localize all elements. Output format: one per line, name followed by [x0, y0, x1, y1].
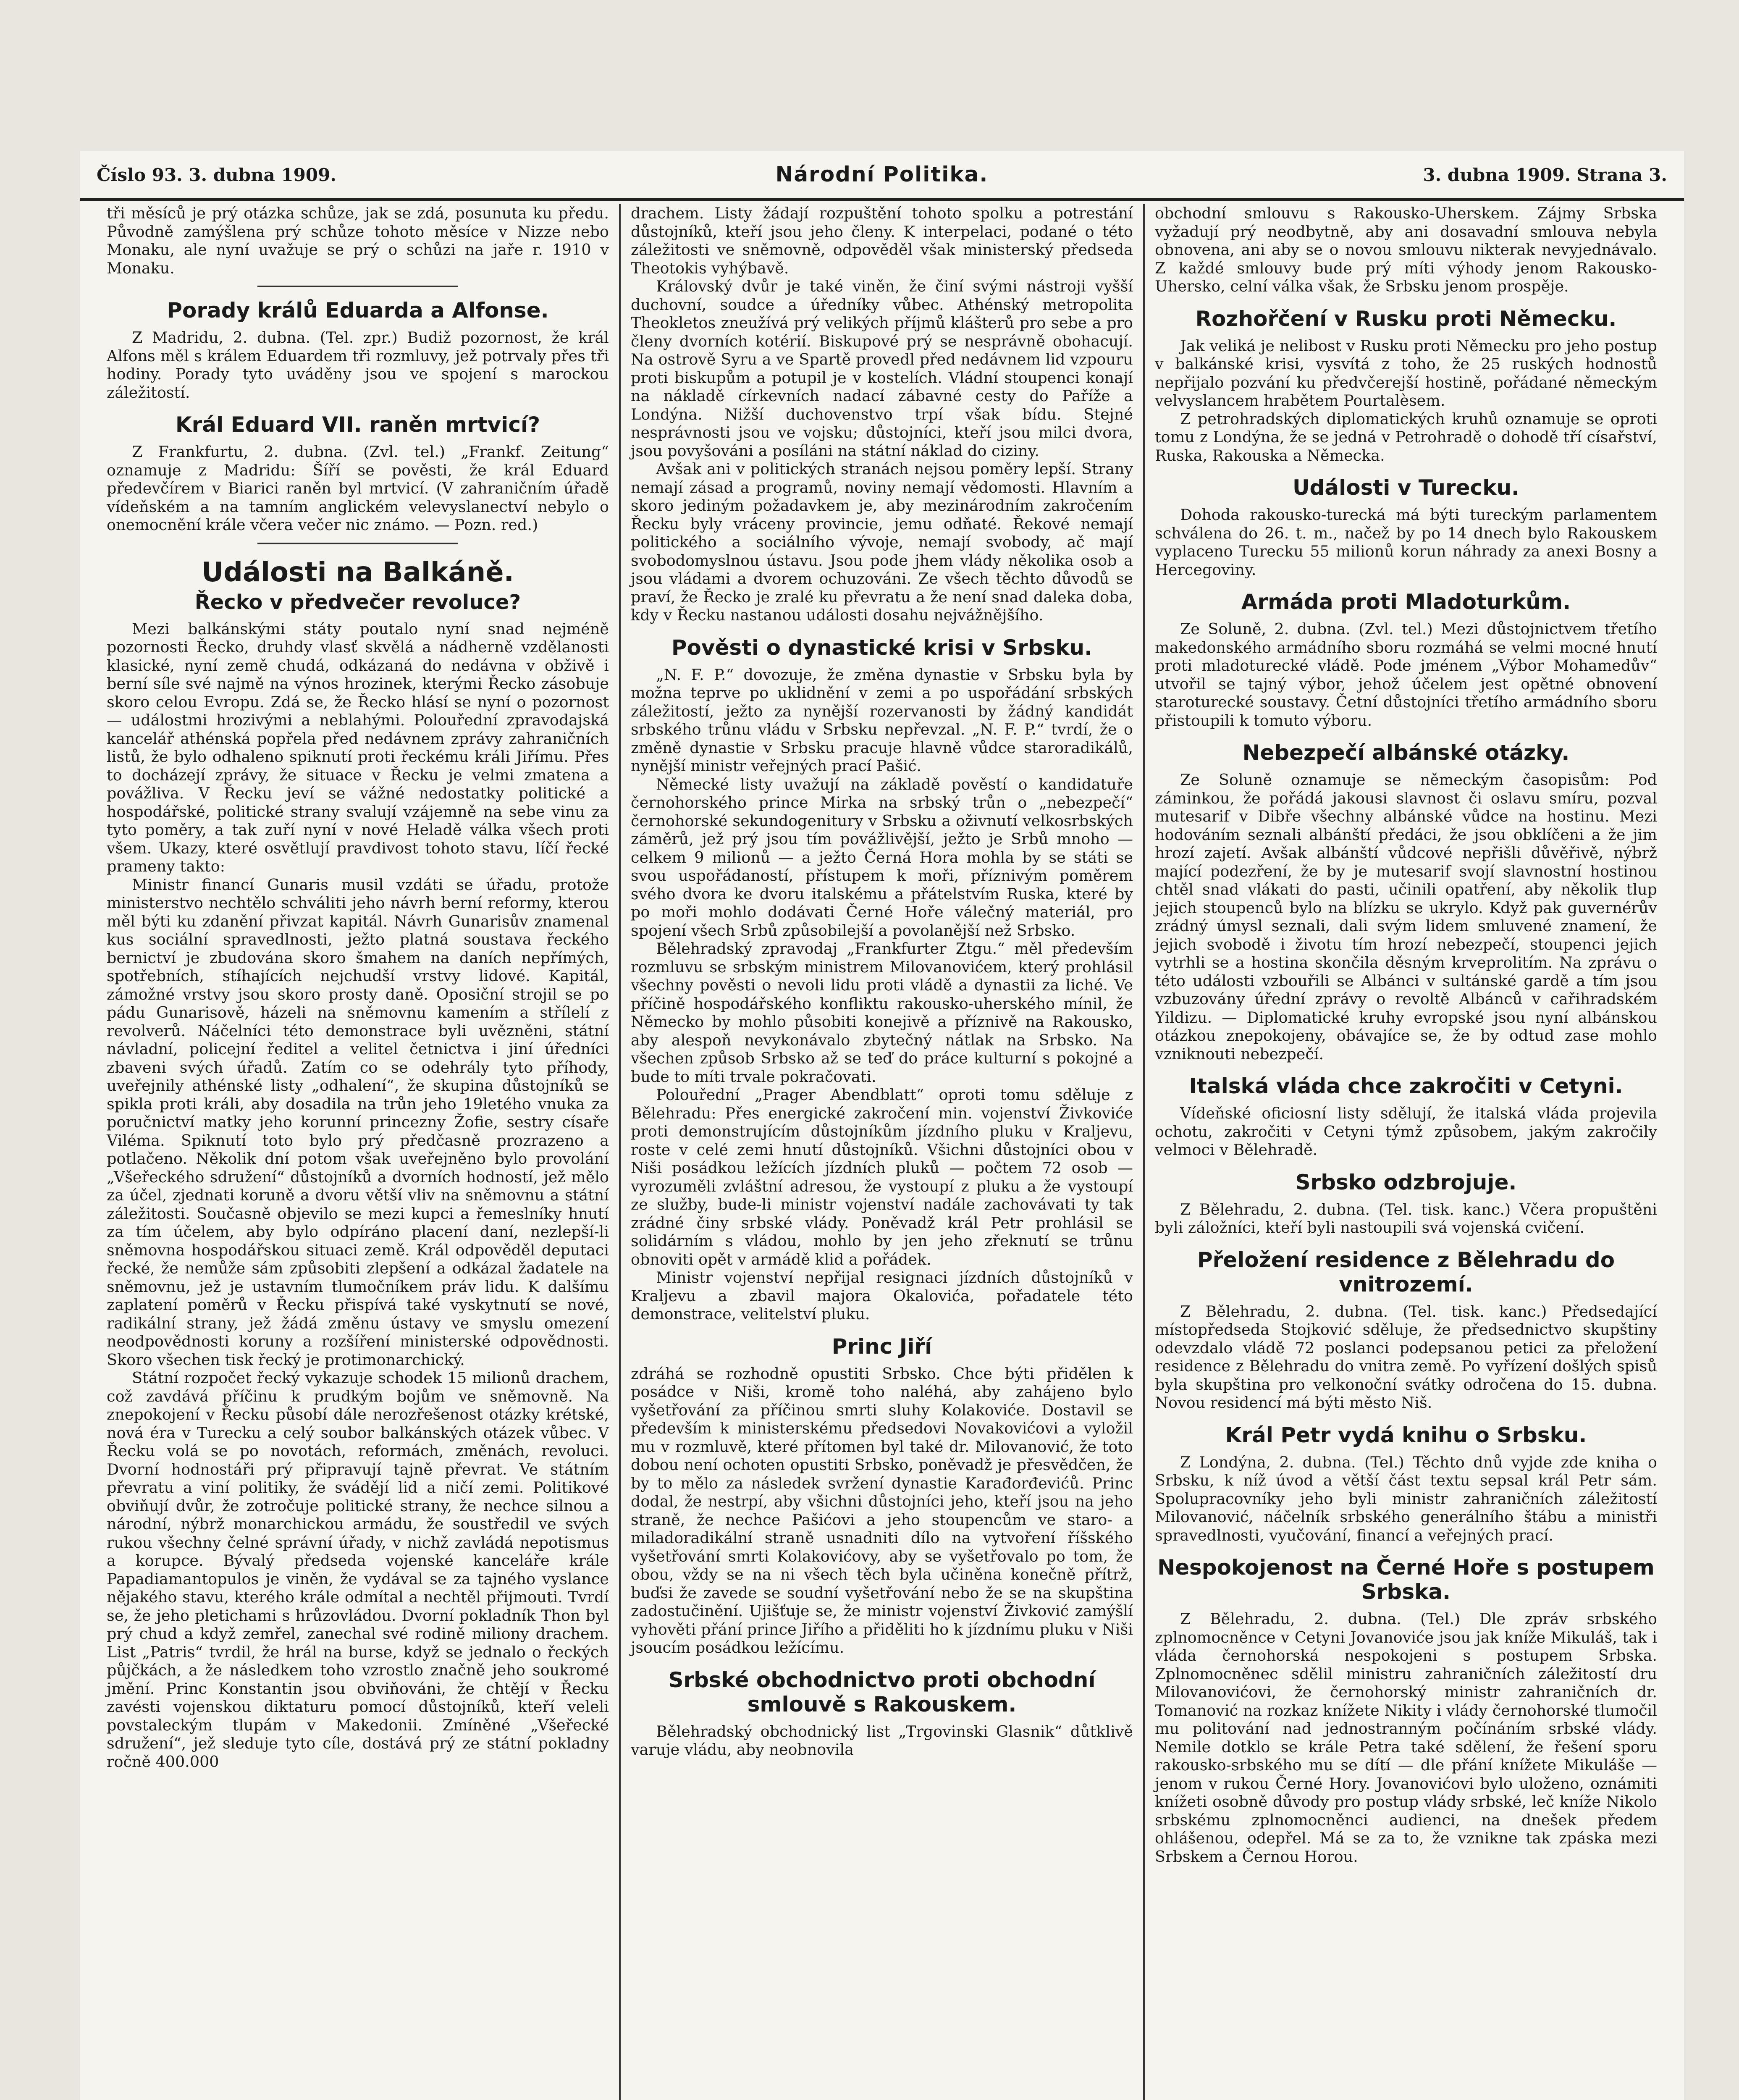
article-porady: Z Madridu, 2. dubna. (Tel. zpr.) Budiž pozornost, že král Alfons měl s králem Eduardem tři rozmluvy, jež potrvaly přes tři hodiny. Porady tyto uváděny jsou ve spojení s marockou záležitostí.: [107, 328, 609, 402]
article-recko-p5: Avšak ani v politických stranách nejsou poměry lepší. Strany nemají zásad a programů, noviny nemají vědomosti. Hlavním a skoro jediným požadavkem je, aby mezinárodním zakročením Řecku byly vráceny provincie, jemu odňaté. Řekové nemají politického a sociálního vývoje, nemají svobody, ač mají svobodomyslnou ústavu. Jsou pode jhem vlády několika osob a jsou vládami a dvorem ochuzováni. Ze všech těchto důvodů se praví, že Řecko je zralé ku převratu a že není snad daleka doba, kdy v Řecku nastanou události dosahu nejvážnějšího.: [631, 460, 1133, 624]
section-title-balkan: Události na Balkáně.: [202, 556, 514, 588]
article-recko-p3: Státní rozpočet řecký vykazuje schodek 15 milionů drachem, což zavdává příčinu k prudkým bojům ve sněmovně. Na znepokojení v Řecku působí dále nerozřešenost otázky krétské, nová éra v Turecku a celý soubor balkánských otázek vůbec. V Řecku volá se po novotách, reformách, změnách, revoluci. Dvorní hodnostáři prý připravují tajně převrat. Ve státním převratu a viní politiky, že svádějí lid a ničí zemi. Politikové obviňují dvůr, že zotročuje politické strany, že nechce silnou a národní, nýbrž monarchickou armádu, že soustředil ve svých rukou všechny čelné správní úřady, v nichž zavládá nepotismus a korupce. Bývalý předseda vojenské kanceláře krále Papadiamantopulos je viněn, že vydával se za tajného vyslance nějakého stavu, kterého krále odmítal a nechtěl přijmouti. Tvrdí se, že jeho pletichami s hrůzovládou. Dvorní pokladník Thon byl prý chud a když zemřel, zanechal své rodině miliony drachem. List „Patris“ tvrdil, že hrál na burse, když se jednalo o řeckých půjčkách, a že následkem toho vzrostlo značně jeho soukromé jmění. Princ Konstantin jsou obviňováni, že chtějí v Řecku zavésti vojenskou diktaturu pomocí důstojníků, kteří veleli povstaleckým tlupám v Makedonii. Zmíněné „Všeřecké sdružení“, jež sleduje tyto cíle, dostává prý ze státní pokladny ročně 400.000: [107, 1369, 609, 1771]
article-armada: Ze Soluně, 2. dubna. (Zvl. tel.) Mezi důstojnictvem třetího makedonského armádního sboru rozmáhá se velmi mocné hnutí proti mladoturecké vládě. Pode jménem „Výbor Mohamedův“ utvořil se tajný výbor, jehož účelem jest opětné obnovení staroturecké soustavy. Četní důstojníci třetího armádního sboru přistoupili k tomuto výboru.: [1155, 620, 1657, 730]
article-obchodnictvo-continuation: obchodní smlouvu s Rakousko-Uherskem. Zájmy Srbska vyžadují prý neodbytně, aby ani dosavadní smlouva nebyla obnovena, ani aby se o novou smlouvu nikterak nevyjednávalo. Z každé smlouvy bude prý míti výhody jenom Rakousko-Uhersko, celní válka však, že Srbsku jenom prospěje.: [1155, 204, 1657, 295]
date-and-page-number: 3. dubna 1909. Strana 3.: [1423, 165, 1667, 185]
separator: [257, 543, 458, 544]
article-albanska-otazka: Ze Soluně oznamuje se německým časopisům: Pod záminkou, že pořádá jakousi slavnost či oslavu smíru, pozval mutesarif v Dibře všechny albánské vůdce na hostinu. Mezi hodováním seznali albánští předáci, že jsou obklíčeni a že jim hrozí zajetí. Avšak albánští vůdcové nepřišli důvěřivě, nýbrž mající podezření, že by je mutesarif svojí slavnostní hostinou chtěl snad vlákati do pasti, učinili opatření, aby několik tlup jejich stoupenců bylo na blízku se ukrylo. Když pak guvernérův zrádný úmysl seznali, dali svým lidem smluvené znamení, že jejich svobodě i životu tím hrozí nebezpečí, stoupenci jejich vytrhli se a hostina skončila děsným krveprolitím. Na zprávu o této události vzbouřili se Albánci v sultánské gardě a tím jsou vzbuzovány úřední zprávy o revoltě Albánců v cařihradském Yildizu. — Diplomatické kruhy evropské jsou nyní albánskou otázkou znepokojeny, obávajíce se, že by odtud zase mohlo vzniknouti nebezpečí.: [1155, 771, 1657, 1063]
column-3: [1143, 204, 1667, 2100]
headline-nespokojenost: Nespokojenost na Černé Hoře s postupem Srbska.: [1157, 1555, 1655, 1604]
article-srbske-obchodnictvo: Bělehradský obchodnický list „Trgovinski Glasnik“ důtklivě varuje vládu, aby neobnovila: [631, 1722, 1133, 1759]
headline-prelozeni-residence: Přeložení residence z Bělehradu do vnitrozemí.: [1197, 1247, 1615, 1297]
headline-kral-petr-kniha: Král Petr vydá knihu o Srbsku.: [1225, 1423, 1587, 1447]
article-povesti-p2: Německé listy uvažují na základě pověstí o kandidatuře černohorského prince Mirka na srbský trůn o „nebezpečí“ černohorské sekundogenitury v Srbsku a oživnutí velkosrbských záměrů, jež prý jsou tím povážlivější, ježto je Srbů mnoho — celkem 9 milionů — a ježto Černá Hora mohla by se státi se svou uspořádaností, přístupem k moři, příznivým poměrem svého dvora ke dvoru italskému a přátelstvím Ruska, které by po moři mohlo dodávati Černé Hoře válečný materiál, pro spojení všech Srbů způsobilejší a povolanější než Srbsko.: [631, 775, 1133, 940]
headline-rozhorceni: Rozhořčení v Rusku proti Německu.: [1195, 306, 1617, 331]
article-kral-petr-kniha: Z Londýna, 2. dubna. (Tel.) Těchto dnů vyjde zde kniha o Srbsku, k níž úvod a větší část textu sepsal král Petr sám. Spolupracovníky jeho byli ministr zahraničních záležitostí Milovanović, náčelník srbského generálního štábu a ministři spravedlnosti, vyučování, financí a veřejných prací.: [1155, 1453, 1657, 1544]
article-recko-p2: Ministr financí Gunaris musil vzdáti se úřadu, protože ministerstvo nechtělo schváliti jeho návrh berní reformy, kterou měl býti ku zdanění přivzat kapitál. Návrh Gunarisův znamenal kus sociální spravedlnosti, ježto platná soustava řeckého bernictví je zbudována skoro šmahem na daních nepřímých, spotřebních, stíhajících nejchudší vrstvy lidové. Kapitál, zámožné vrstvy jsou skoro prosty daně. Oposiční strojil se po pádu Gunarisově, házeli na sněmovnu kamením a střílelí z revolverů. Náčelníci této demonstrace byli uvězněni, státní návladní, policejní ředitel a velitel četnictva i jiní úředníci zbaveni svých úřadů. Zatím co se odehrály tyto příhody, uveřejnily athénské listy „odhalení“, že skupina důstojníků se spikla proti králi, aby dosadila na trůn jeho 19letého vnuka za poručnictví matky jeho korunní princezny Žofie, sestry císaře Viléma. Spiknutí toto bylo prý předčasně prozrazeno a potlačeno. Několik dní potom však uveřejněno bylo provolání „Všeřeckého sdružení“ důstojníků a dvorních hodností, jež mělo za účel, zjednati koruně a dvoru větší vliv na sněmovnu a státní záležitosti. Současně objevilo se mezi kupci a řemeslníky hnutí za tím účelem, aby bylo odpíráno placení daní, nezlepší-li sněmovna hospodářskou situaci země. Král odpověděl deputaci řecké, že nemůže sám způsobiti zlepšení a odkázal žadatele na sněmovnu, jež je ustavním tlumočníkem práv lidu. K dalšímu zaplatení poměrů v Řecku přispívá také vyskytnutí se nové, radikální strany, jež žádá změnu ústavy ve smyslu omezení neodpovědnosti koruny a rozšíření ministerské odpovědnosti. Skoro všechen tisk řecký je protimonarchický.: [107, 875, 609, 1369]
headline-albanska-otazka: Nebezpečí albánské otázky.: [1242, 740, 1570, 765]
article-italska-vlada: Vídeňské oficiosní listy sdělují, že italská vláda projevila ochotu, zakročiti v Cetyni týmž způsobem, jakým zakročily velmoci v Bělehradě.: [1155, 1104, 1657, 1159]
article-nespokojenost: Z Bělehradu, 2. dubna. (Tel.) Dle zpráv srbského zplnomocněnce v Cetyni Jovanoviće jsou jak kníže Mikuláš, tak i vláda černohorská nespokojeni s postupem Srbska. Zplnomocněnec sdělil ministru zahraničních záležitostí dru Milovanovićovi, že černohorský ministr zahraničních dr. Tomanović na rozkaz knížete Nikity i vlády černohorské tlumočil mu politování nad jednostranným počínáním srbské vlády. Nemile dotklo se krále Petra také sdělení, že řešení sporu rakousko-srbského mu se dítí — dle přání knížete Mikuláše — jenom v rukou Černé Hory. Jovanovićovi bylo uloženo, oznámiti knížeti osobně důvody pro postup vlády srbské, leč kníže Nikolo srbskému zplnomocněnci audienci, na dnešek předem ohlášenou, odepřel. Má se za to, že vznikne tak zpáska mezi Srbskem a Černou Horou.: [1155, 1610, 1657, 1866]
page-header: [80, 151, 1684, 201]
article-povesti-p4: Polouřední „Prager Abendblatt“ oproti tomu sděluje z Bělehradu: Přes energické zakročení min. vojenství Živkoviće proti demonstrujícím důstojníkům jízdního pluku v Kraljevu, roste v celé zemi hnutí důstojníků. Všichni důstojníci obou v Niši posádkou ležících jízdních pluků — počtem 72 osob — vyrozuměli zvláštní adresou, že vystoupí z pluku a že vystoupí ze služby, bude-li ministr vojenství nadále zachovávati ty tak zrádné činy srbské vlády. Poněvadž král Petr prohlásil se solidárním s vládou, mohlo by jen jeho zřeknutí se trůnu obnoviti opět v armádě klid a pořádek.: [631, 1086, 1133, 1268]
headline-odzbrojuje: Srbsko odzbrojuje.: [1295, 1170, 1517, 1194]
article-rozhorceni-p1: Jak veliká je nelibost v Rusku proti Německu pro jeho postup v balkánské krisi, vysvítá z toho, že 25 ruských hodnostů nepřijalo pozvání ku předvčerejší hostině, pořádané německým velvyslancem hrabětem Pourtalèsem.: [1155, 336, 1657, 410]
article-eduard: Z Frankfurtu, 2. dubna. (Zvl. tel.) „Frankf. Zeitung“ oznamuje z Madridu: Šíří se pověsti, že král Eduard předevčírem v Biarici raněn byl mrtvicí. (V zahraničním úřadě vídeňském a na tamním anglickém velevyslanectví nebylo o onemocnění krále včera večer nic známo. — Pozn. red.): [107, 443, 609, 534]
issue-date: Číslo 93. 3. dubna 1909.: [97, 165, 336, 185]
headline-srbske-obchodnictvo: Srbské obchodnictvo proti obchodní smlouvě s Rakouskem.: [668, 1667, 1096, 1717]
separator: [257, 286, 458, 287]
column-2: [619, 204, 1143, 2100]
article-recko-p1: Mezi balkánskými státy poutalo nyní snad nejméně pozornosti Řecko, druhdy vlasť skvělá a nádherně vzdělanosti klasické, nyní země chudá, odkázaná do nedávna v obživě i berní síle své najmě na výnos hrozinek, kterými Řecko zásobuje skoro celou Evropu. Zdá se, že Řecko hlásí se nyní o pozornost — událostmi hrozivými a neblahými. Polouřední zpravodajská kancelář athénská popřela před nedávnem zprávy zahraničních listů, že bylo odhaleno spiknutí proti řeckému králi Jiřímu. Přes to docházejí zprávy, že situace v Řecku je velmi zmatena a povážliva. V Řecku jeví se vážné nedostatky politické a hospodářské, politické strany svalují vzájemně na sebe vinu za tyto poměry, a tak zuří nyní v nové Heladě válka všech proti všem. Ukazy, které osvětlují pravdivost tohoto stavu, líčí řecké prameny takto:: [107, 620, 609, 875]
masthead-title: Národní Politika.: [775, 162, 989, 186]
article-povesti-p5: Ministr vojenství nepřijal resignaci jízdních důstojníků v Kraljevu a zbavil majora Okalovića, pořadatele této demonstrace, velitelství pluku.: [631, 1268, 1133, 1323]
article-turecko: Dohoda rakousko-turecká má býti tureckým parlamentem schválena do 26. t. m., načež by po 14 dnech bylo Rakouskem vyplaceno Turecku 55 milionů korun náhrady za anexi Bosny a Hercegoviny.: [1155, 506, 1657, 579]
headline-armada: Armáda proti Mladoturkům.: [1241, 590, 1571, 614]
headline-princ-jiri: Princ Jiří: [831, 1334, 932, 1359]
text-columns: [97, 204, 1667, 2100]
article-odzbrojuje: Z Bělehradu, 2. dubna. (Tel. tisk. kanc.) Včera propuštěni byli záložníci, kteří byli nastoupili svá vojenská cvičení.: [1155, 1200, 1657, 1236]
headline-povesti: Pověsti o dynastické krisi v Srbsku.: [671, 635, 1093, 660]
headline-turecko: Události v Turecku.: [1292, 475, 1520, 500]
column-1: [97, 204, 619, 2100]
article-povesti-p1: „N. F. P.“ dovozuje, že změna dynastie v Srbsku byla by možna teprve po uklidnění v zemi a po uspořádání srbských záležitostí, ježto za nynější rozervanosti by žádný kandidát srbského trůnu vládu v Srbsku nepřevzal. „N. F. P.“ tvrdí, že o změně dynastie v Srbsku pracuje hlavně vůdce staroradikálů, nynější ministr veřejných prací Pašić.: [631, 665, 1133, 775]
article-princ-jiri: zdráhá se rozhodně opustiti Srbsko. Chce býti přidělen k posádce v Niši, kromě toho naléhá, aby zahájeno bylo vyšetřování za příčinou smrti sluhy Kolakoviće. Dostavil se především k ministerskému předsedovi Novakovićovi a vyložil mu v rozmluvě, které přítomen byl také dr. Milovanović, že toto dobou není ochoten opustiti Srbsko, poněvadž je přesvědčen, že by to mělo za následek svržení dynastie Karađorđevićů. Princ dodal, že nestrpí, aby všichni důstojníci jeho, kteří jsou na jeho straně, že nechce Pašićovi a jeho stoupencům ve staro- a miladoradikální straně usnadniti dílo na vytvoření říšského vyšetřování smrti Kolakovićovy, aby se vyšetřovalo po tom, že obou, vždy se na ni všech těch byla učiněna konečně přítrž, buďsi že zavede se soudní vyšetřování nebo že se na skupština zadostučinění. Ujišťuje se, že ministr vojenství Živković zamýšlí vyhověti přání prince Jiřího a přiděliti ho k jízdnímu pluku v Niši jsoucím posádkou ležícímu.: [631, 1364, 1133, 1656]
newspaper-page: [80, 151, 1684, 2100]
article-continuation: tři měsíců je prý otázka schůze, jak se zdá, posunuta ku předu. Původně zamýšlena prý schůze tohoto měsíce v Nizze nebo Monaku, ale nyní uvažuje se prý o schůzi na jaře r. 1910 v Monaku.: [107, 204, 609, 277]
article-prelozeni-residence: Z Bělehradu, 2. dubna. (Tel. tisk. kanc.) Předsedající místopředseda Stojković sděluje, že předsednictvo skupštiny odevzdalo vládě 72 poslanci podepsanou petici za přeložení residence z Bělehradu do vnitra země. Po vyřízení došlých spisů byla skupština pro velkonoční svátky odročena do 15. dubna. Novou residencí má býti město Niš.: [1155, 1302, 1657, 1412]
headline-italska-vlada: Italská vláda chce zakročiti v Cetyni.: [1189, 1074, 1623, 1098]
article-povesti-p3: Bělehradský zpravodaj „Frankfurter Ztgu.“ měl především rozmluvu se srbským ministrem Milovanovićem, který prohlásil všechny pověsti o nevoli lidu proti vládě a dynastii za liché. Ve příčině hospodářského konfliktu rakousko-uherského mínil, že Německo by mohlo působiti konejivě a příznivě na Rakousko, aby alespoň nevykonávalo zbytečný nátlak na Srbsko. Na všechen způsob Srbsko až se teď do práce kulturní s pokojné a bude to míti trvale pokračovati.: [631, 940, 1133, 1086]
headline-eduard: Král Eduard VII. raněn mrtvicí?: [175, 412, 540, 437]
article-rozhorceni-p2: Z petrohradských diplomatických kruhů oznamuje se oproti tomu z Londýna, že se jedná v Petrohradě o dohodě tří císařství, Ruska, Rakouska a Německa.: [1155, 410, 1657, 465]
article-recko-continuation: drachem. Listy žádají rozpuštění tohoto spolku a potrestání důstojníků, kteří jsou jeho členy. K interpelaci, podané o této záležitosti ve sněmovně, odpověděl však ministerský předseda Theotokis vyhýbavě.: [631, 204, 1133, 277]
headline-porady: Porady králů Eduarda a Alfonse.: [167, 298, 549, 323]
headline-recko: Řecko v předvečer revoluce?: [194, 590, 521, 614]
article-recko-p4: Královský dvůr je také viněn, že činí svými nástroji vyšší duchovní, soudce a úředníky vůbec. Athénský metropolita Theokletos zneužívá prý velikých příjmů klášterů pro sebe a pro členy dvorních kotérií. Biskupové prý se nesprávně obohacují. Na ostrově Syru a ve Spartě provedl před nedávnem lid vzpouru proti biskupům a potupil je v kostelích. Vládní stoupenci konají na nákladě církevních nadací zábavné cesty do Paříže a Londýna. Nižší duchovenstvo trpí však bídu. Stejné nesprávnosti jsou ve vojsku; důstojníci, kteří jsou milci dvora, jsou povyšováni a posíláni na státní náklad do ciziny.: [631, 277, 1133, 460]
